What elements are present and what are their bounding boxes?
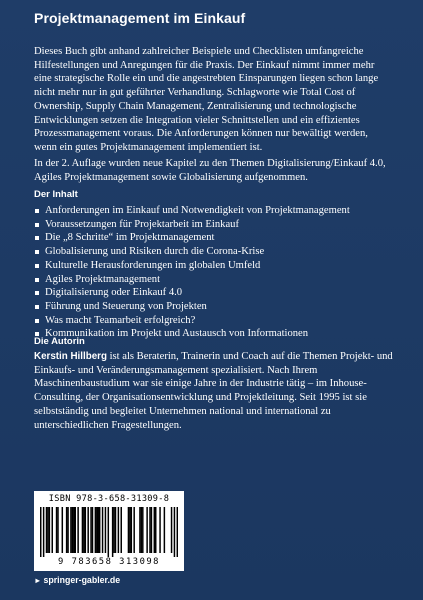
author-heading: Die Autorin [34,336,85,347]
contents-heading: Der Inhalt [34,189,78,200]
list-item: Globalisierung und Risiken durch die Corona-Krise [34,245,394,259]
list-item: Führung und Steuerung von Projekten [34,300,394,314]
list-item: Kommunikation im Projekt und Austausch von Informationen [34,327,394,341]
arrow-icon: ► [34,576,42,585]
list-item: Voraussetzungen für Projektarbeit im Einkauf [34,218,394,232]
list-item: Die „8 Schritte“ im Projektmanagement [34,231,394,245]
list-item: Agiles Projektmanagement [34,273,394,287]
author-name: Kerstin Hillberg [34,351,107,362]
author-text: ist als Beraterin, Trainerin und Coach auf die Themen Projekt- und Einkaufs- und Veränderungsmanagement spezialisiert. Nach Ihrem Maschinenbaustudium war sie einige Jahre in der Industrie tätig – im Inhouse-Consulting, der Organisationsentwicklung und Projektleitung. Seit 1995 ist sie selbstständig und begleitet Unternehmen national und international zu unterschiedlichen Fragestellungen. [34,351,393,431]
intro-paragraph-1: Dieses Buch gibt anhand zahlreicher Beispiele und Checklisten umfangreiche Hilfestellungen und Anregungen für die Praxis. Der Einkauf nimmt immer mehr eine strategische Rolle ein und die angestrebten Einsparungen liegen schon lange nicht mehr nur in gut geführter Verhandlung. Schlagworte wie Total Cost of Ownership, Supply Chain Management, Zentralisierung und technologische Entwicklungen setzen die Integration vieler Schnittstellen und ein effizientes Prozessmanagement voraus. Die Anforderungen können nur bewältigt werden, wenn ein gutes Projektmanagement implementiert ist. [34,46,379,153]
list-item: Digitalisierung oder Einkauf 4.0 [34,286,394,300]
publisher-link[interactable] [34,575,120,585]
barcode-icon [40,507,178,557]
list-item: Was macht Teamarbeit erfolgreich? [34,314,394,328]
intro-paragraph-2: In der 2. Auflage wurden neue Kapitel zu den Themen Digitalisierung/Einkauf 4.0, Agiles Projektmanagement sowie Globalisierung aufgenommen. [34,158,386,183]
ean-digits: 9 783658 313098 [58,557,160,567]
publisher-url: springer-gabler.de [43,575,121,585]
book-title: Projektmanagement im Einkauf [34,10,246,26]
list-item: Kulturelle Herausforderungen im globalen Umfeld [34,259,394,273]
isbn-label: ISBN 978-3-658-31309-8 [48,494,170,504]
author-bio [34,350,396,432]
list-item: Anforderungen im Einkauf und Notwendigkeit von Projektmanagement [34,204,394,218]
isbn-barcode [34,491,184,571]
contents-list [34,204,394,341]
